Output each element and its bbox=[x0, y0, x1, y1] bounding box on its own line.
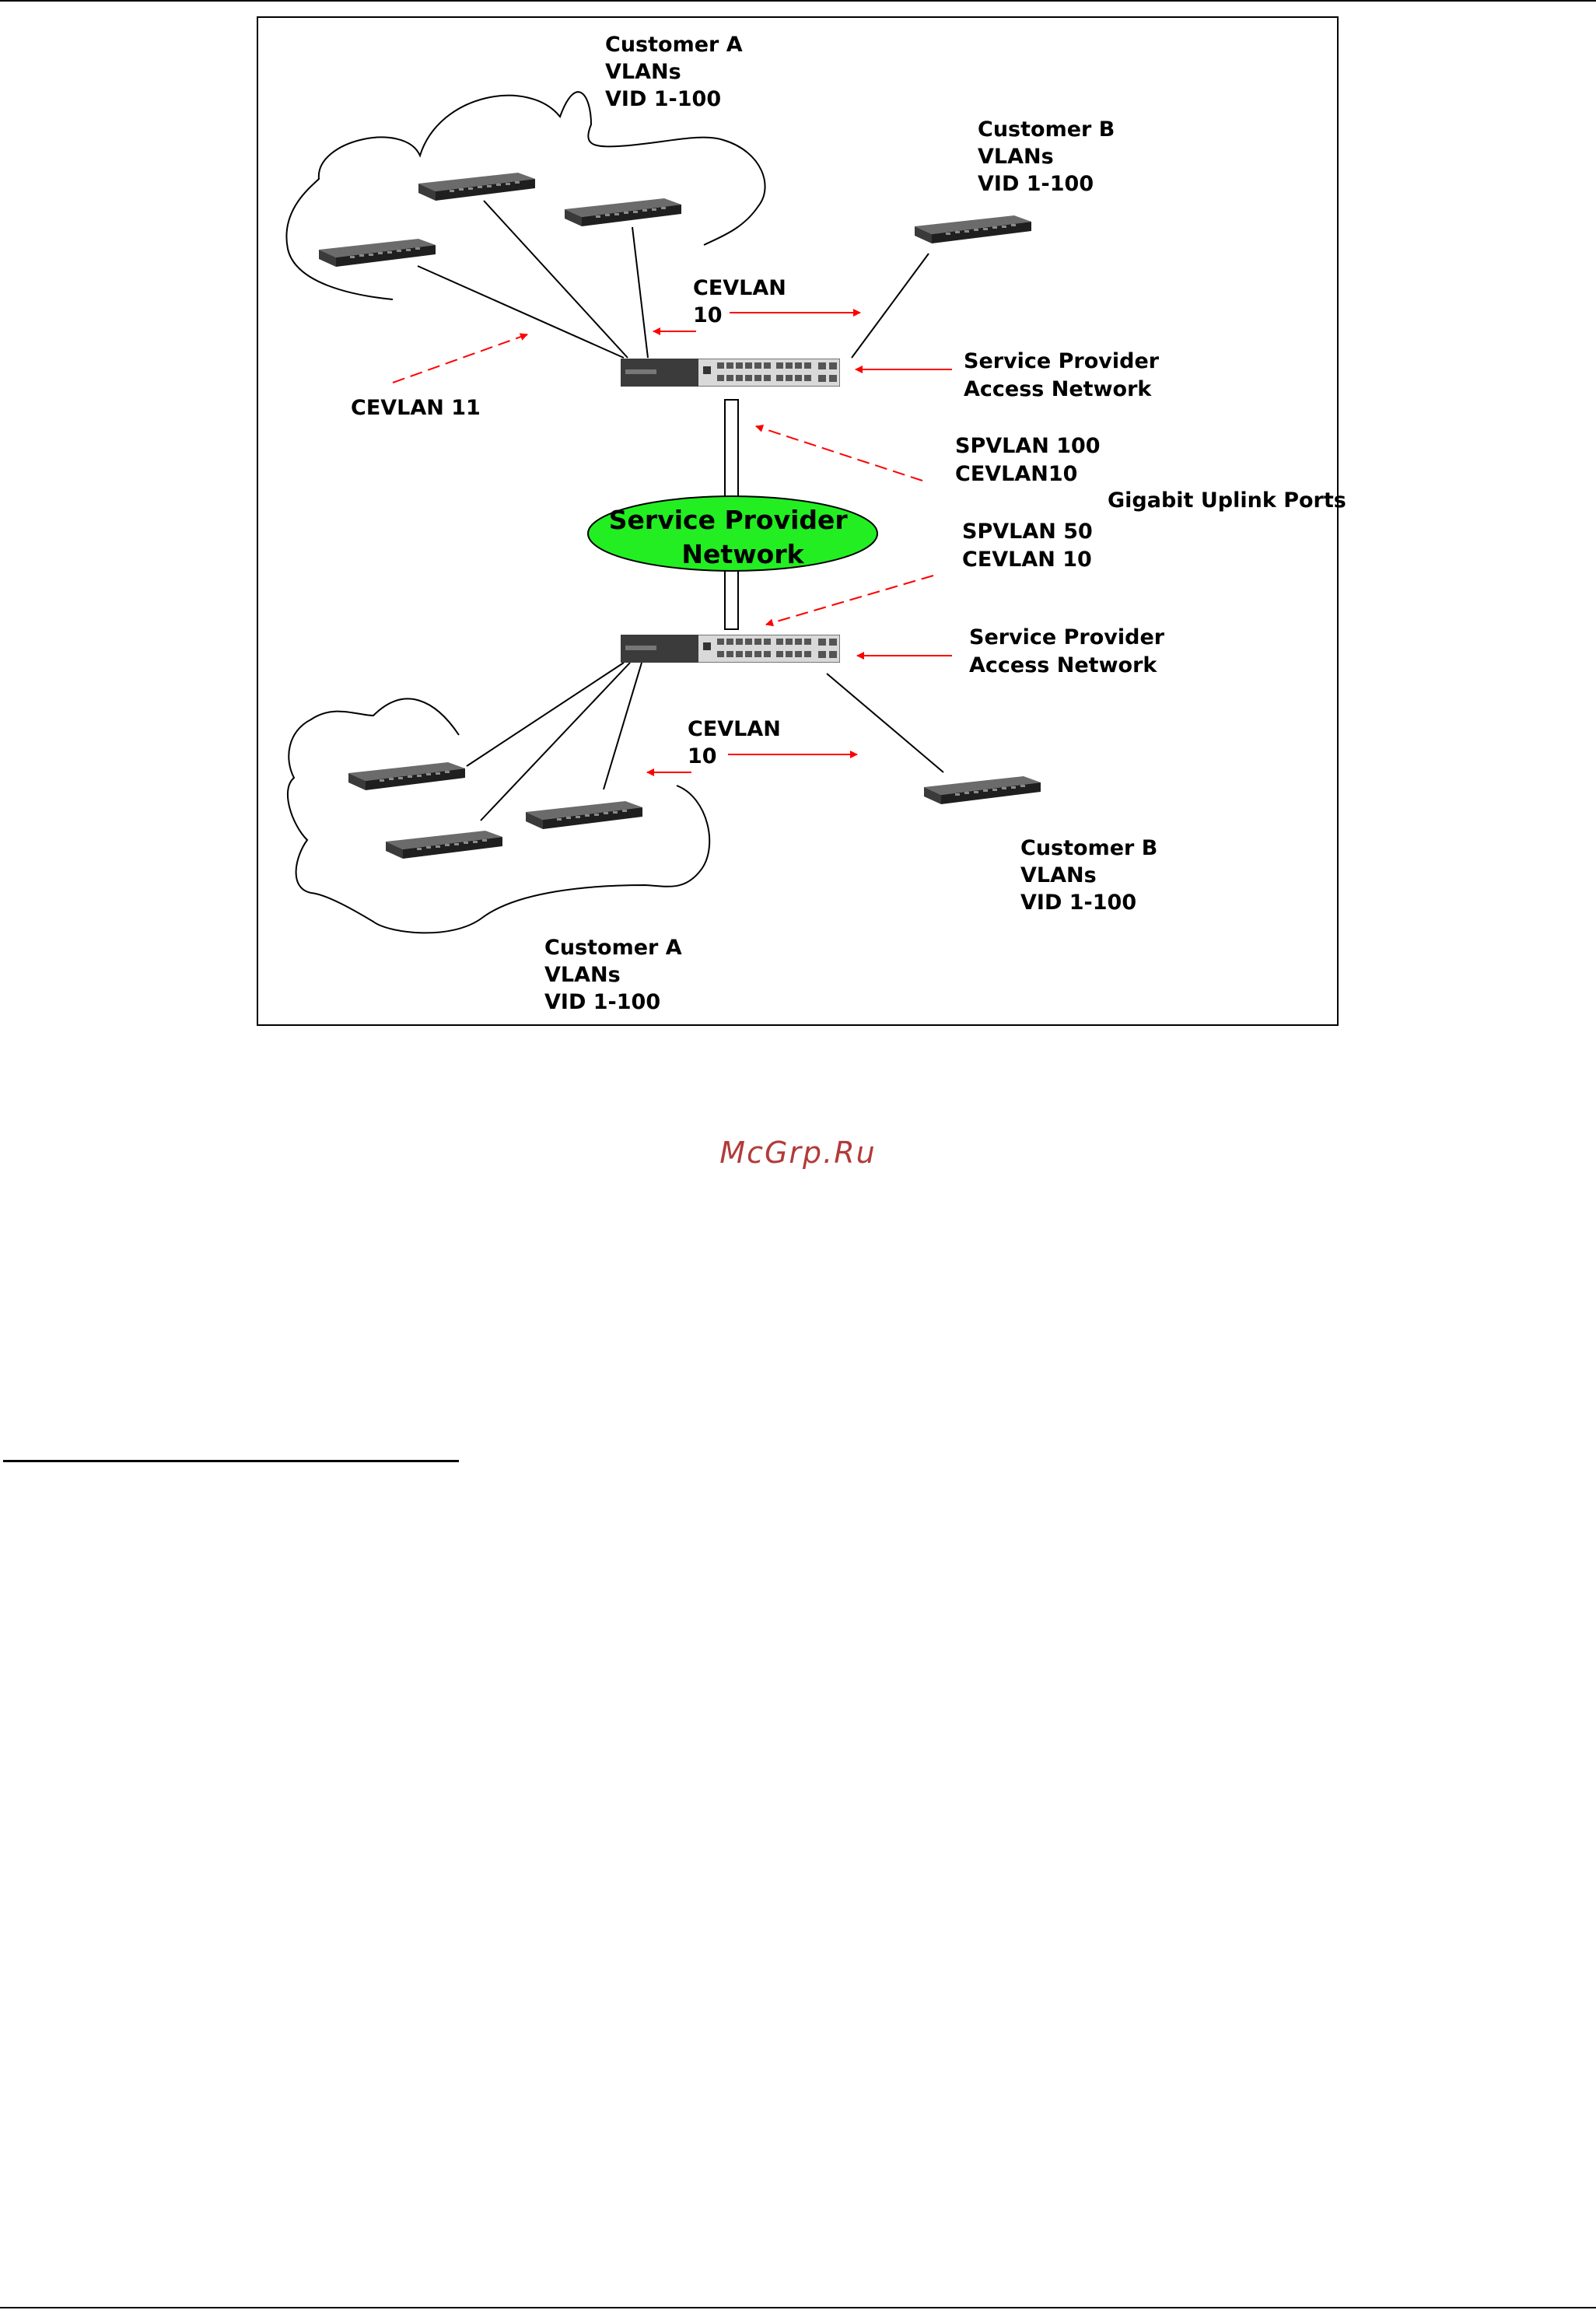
watermark: McGrp.Ru bbox=[719, 1136, 877, 1170]
bottom-customer-b-label: Customer B VLANs VID 1-100 bbox=[1020, 836, 1158, 915]
spvlan-50-arrow bbox=[766, 576, 933, 625]
top-customer-b-label: Customer B VLANs VID 1-100 bbox=[978, 117, 1115, 196]
spvlan-50-label: SPVLAN 50 CEVLAN 10 bbox=[962, 520, 1093, 572]
cevlan-11-label: CEVLAN 11 bbox=[351, 396, 481, 420]
spvlan-100-label: SPVLAN 100 CEVLAN10 bbox=[955, 434, 1101, 486]
top-customer-a-cloud bbox=[286, 92, 765, 299]
top-customer-a-switch-1 bbox=[319, 239, 436, 267]
bottom-customer-a-label: Customer A VLANs VID 1-100 bbox=[544, 936, 682, 1014]
service-provider-network-label: Service Provider Network bbox=[608, 505, 848, 569]
bottom-customer-a-cloud bbox=[288, 698, 709, 933]
top-cevlan-label: CEVLAN 10 bbox=[693, 276, 786, 327]
bottom-customer-a-switch-3 bbox=[526, 801, 642, 829]
top-customer-a-switch-2 bbox=[418, 173, 535, 201]
top-customer-a-switch-3 bbox=[565, 198, 681, 226]
bottom-access-network-label: Service Provider Access Network bbox=[969, 625, 1165, 677]
bottom-cevlan-label: CEVLAN 10 bbox=[688, 717, 781, 768]
top-access-network-label: Service Provider Access Network bbox=[964, 349, 1160, 401]
bottom-rule bbox=[0, 2307, 1596, 2308]
bottom-access-switch bbox=[621, 635, 840, 663]
top-access-switch bbox=[621, 359, 840, 387]
gigabit-uplink-ports-label: Gigabit Uplink Ports bbox=[1108, 488, 1346, 513]
top-customer-b-switch bbox=[915, 215, 1031, 243]
spvlan-100-arrow bbox=[756, 426, 922, 481]
top-customer-a-label: Customer A VLANs VID 1-100 bbox=[605, 33, 743, 111]
bottom-customer-a-switch-1 bbox=[348, 762, 465, 790]
footnote-rule bbox=[3, 1460, 459, 1462]
cevlan-11-arrow bbox=[393, 334, 527, 383]
bottom-customer-b-switch bbox=[924, 776, 1041, 804]
bottom-customer-a-switch-2 bbox=[386, 831, 502, 859]
